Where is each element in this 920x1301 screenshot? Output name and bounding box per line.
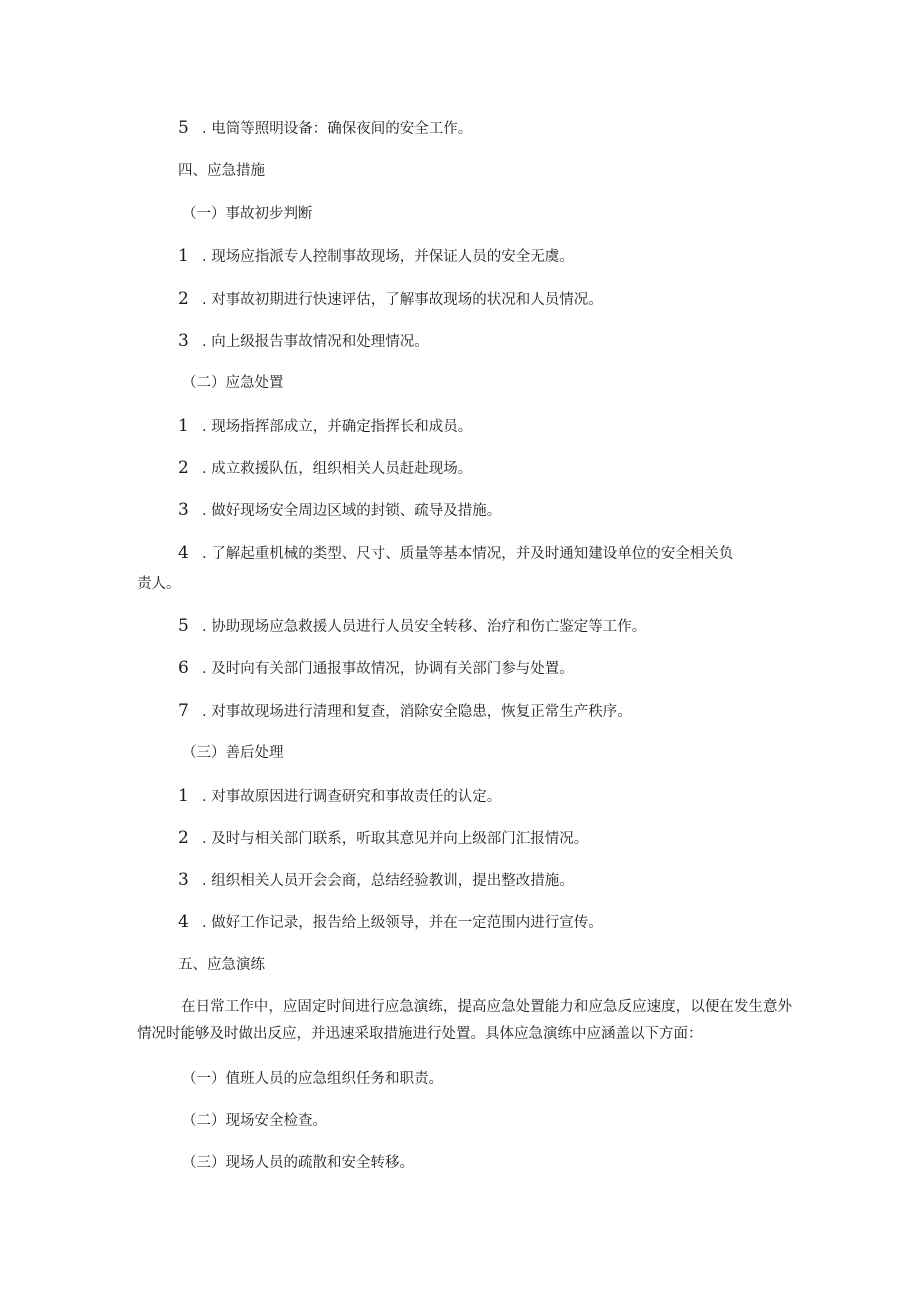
list-item [182,1069,443,1089]
subsection-heading-text: （二）应急处置 [182,375,284,391]
item-number: 5 [178,616,189,636]
list-item [178,289,603,310]
subsection-heading [182,373,284,393]
item-text: . 对事故初期进行快速评估，了解事故现场的状况和人员情况。 [202,292,603,308]
list-item [178,416,472,437]
item-text: . 组织相关人员开会会商，总结经验教训，提出整改措施。 [202,873,574,889]
list-item [178,500,501,521]
section-heading-text: 四、应急措施 [178,163,265,179]
list-item [182,1153,414,1173]
paragraph-text: 在日常工作中，应固定时间进行应急演练，提高应急处置能力和应急反应速度，以便在发生意外情况时能够及时做出反应，并迅速采取措施进行处置。具体应急演练中应涵盖以下方面： [137,999,792,1042]
item-number: 5 [178,118,189,138]
item-text: . 现场指挥部成立，并确定指挥长和成员。 [202,419,473,435]
drill-item-text: （一）值班人员的应急组织任务和职责。 [182,1071,443,1087]
item-number: 6 [178,658,189,678]
body-paragraph [137,994,792,1048]
item-number: 2 [178,289,189,309]
item-text: . 做好工作记录，报告给上级领导，并在一定范围内进行宣传。 [202,915,603,931]
item-text: . 电筒等照明设备：确保夜间的安全工作。 [202,121,473,137]
item-number: 3 [178,331,189,351]
list-item [178,543,733,564]
item-number: 1 [178,246,189,266]
item-text: . 成立救援队伍，组织相关人员赶赴现场。 [202,461,473,477]
item-text: . 了解起重机械的类型、尺寸、质量等基本情况，并及时通知建设单位的安全相关负 [202,546,734,562]
list-item [178,828,588,849]
subsection-heading [182,743,284,763]
item-number: 2 [178,828,189,848]
list-item [178,458,472,479]
section-heading-text: 五、应急演练 [178,957,265,973]
item-text: . 及时向有关部门通报事故情况，协调有关部门参与处置。 [202,661,574,677]
list-item [182,1111,327,1131]
item-number: 1 [178,786,189,806]
item-text: . 做好现场安全周边区域的封锁、疏导及措施。 [202,503,502,519]
list-item [178,870,574,891]
list-item [178,616,646,637]
item-text: . 协助现场应急救援人员进行人员安全转移、治疗和伤亡鉴定等工作。 [202,619,647,635]
item-text: . 现场应指派专人控制事故现场，并保证人员的安全无虞。 [202,249,574,265]
subsection-heading-text: （一）事故初步判断 [182,206,313,222]
item-text: . 对事故原因进行调查研究和事故责任的认定。 [202,789,502,805]
section-heading [178,955,265,975]
item-number: 4 [178,543,189,563]
item-number: 1 [178,416,189,436]
item-number: 3 [178,870,189,890]
list-item [178,912,603,933]
item-text: . 对事故现场进行清理和复查，消除安全隐患，恢复正常生产秩序。 [202,704,632,720]
item-text: . 及时与相关部门联系，听取其意见并向上级部门汇报情况。 [202,831,589,847]
list-item [178,331,429,352]
list-item [178,118,472,139]
list-item [178,658,574,679]
section-heading [178,161,265,181]
item-number: 3 [178,500,189,520]
drill-item-text: （三）现场人员的疏散和安全转移。 [182,1155,414,1171]
list-item [178,246,574,267]
item-number: 7 [178,701,189,721]
subsection-heading [182,204,313,224]
item-text: . 向上级报告事故情况和处理情况。 [202,334,429,350]
item-number: 2 [178,458,189,478]
drill-item-text: （二）现场安全检查。 [182,1113,327,1129]
list-item [178,786,501,807]
item-text-continued: 责人。 [137,576,181,592]
subsection-heading-text: （三）善后处理 [182,745,284,761]
list-item-continuation [137,574,181,594]
item-number: 4 [178,912,189,932]
list-item [178,701,632,722]
